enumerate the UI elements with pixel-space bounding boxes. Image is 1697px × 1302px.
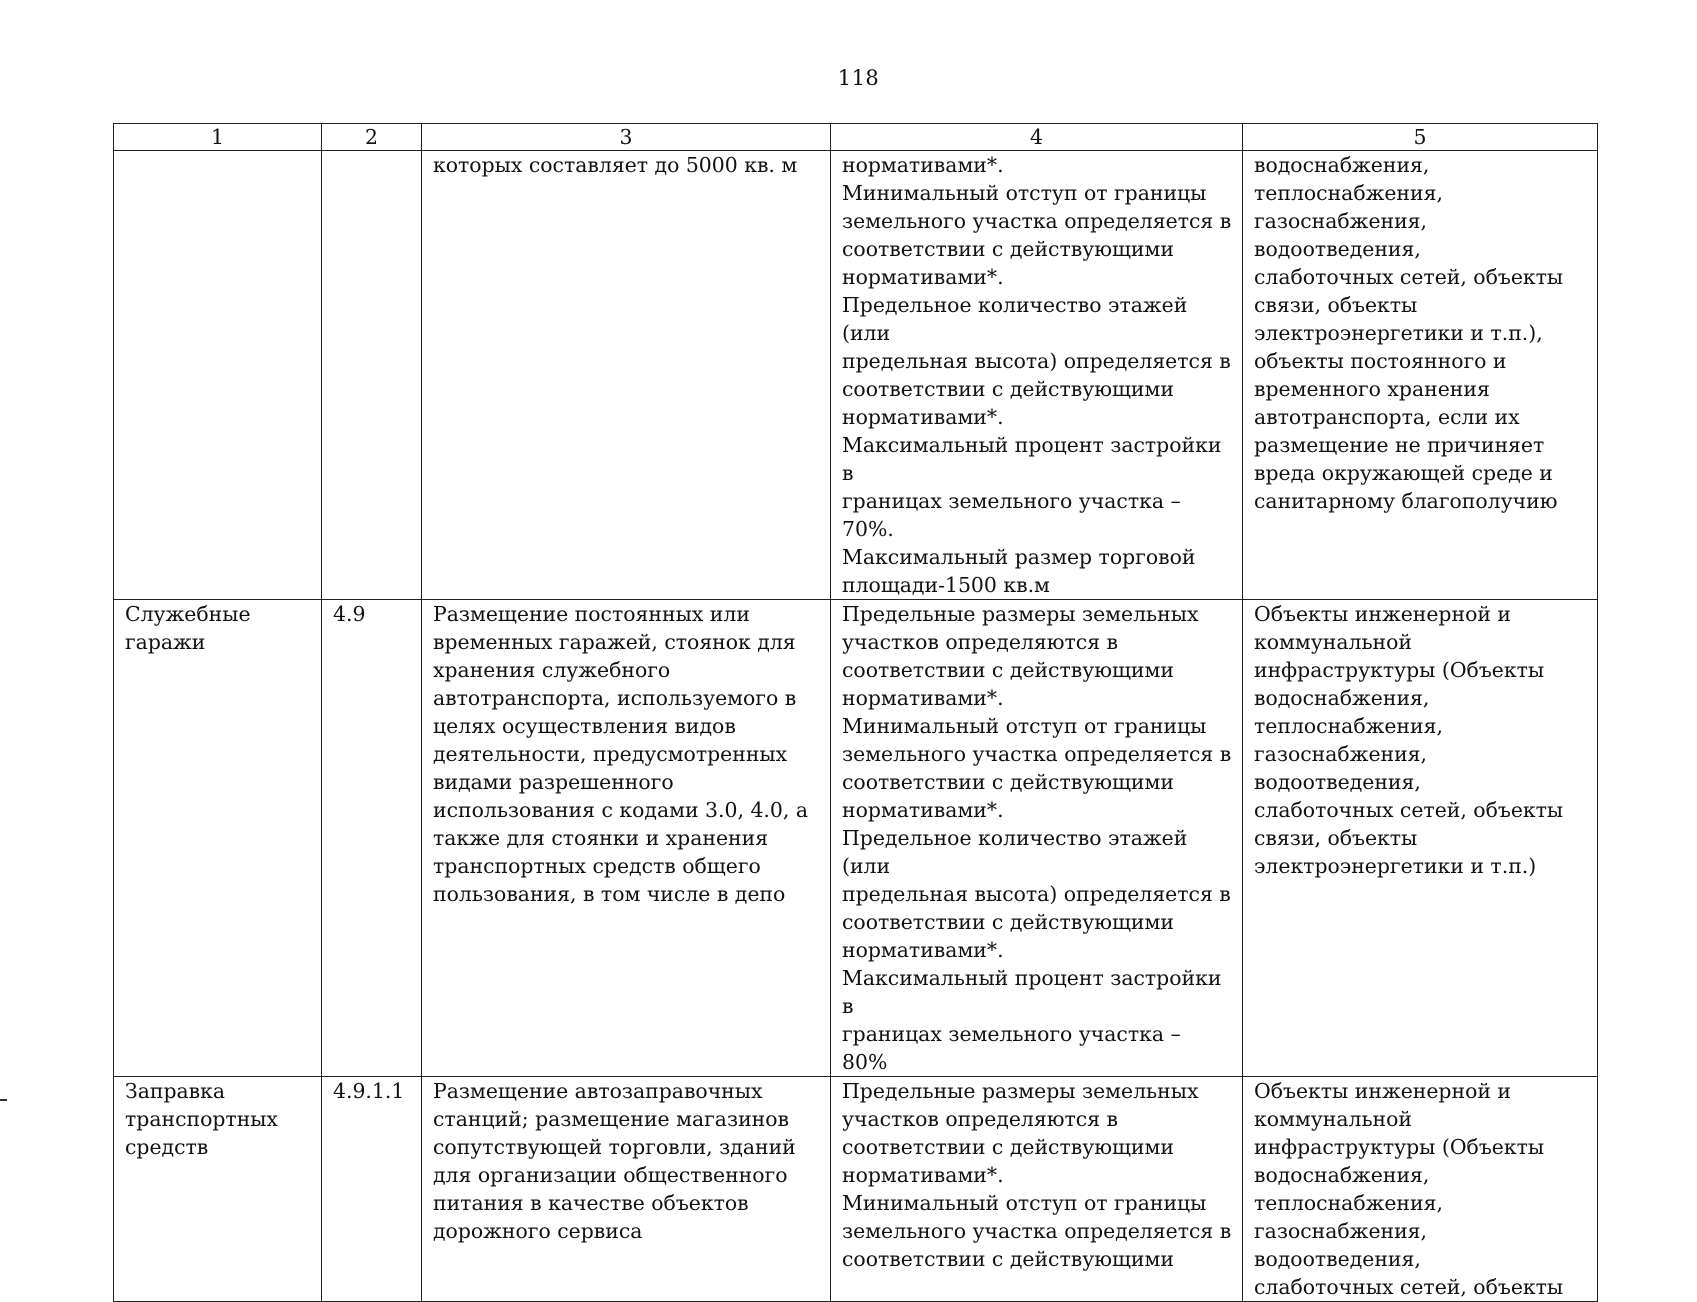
column-header-1: 1 [114,124,322,151]
table-row [114,600,1598,1077]
use-name-cell: Служебные гаражи [114,600,322,1077]
column-header-2: 2 [322,124,422,151]
margin-mark [0,1099,7,1101]
use-description-cell: Размещение постоянных или временных гаражей, стоянок для хранения служебного автотранспорта, используемого в целях осуществления видов деятельности, предусмотренных видами разрешенного использования с кодами 3.0, 4.0, а также для стоянки и хранения транспортных средств общего пользования, в том числе в депо [422,600,831,1077]
column-header-3: 3 [422,124,831,151]
use-code-cell [322,151,422,600]
infrastructure-cell: водоснабжения, теплоснабжения, газоснабжения, водоотведения, слаботочных сетей, объекты связи, объекты электроэнергетики и т.п.), объекты постоянного и временного хранения автотранспорта, если их размещение не причиняет вреда окружающей среде и санитарному благополучию [1243,151,1598,600]
use-name-cell [114,151,322,600]
use-code-cell: 4.9 [322,600,422,1077]
parameters-cell: Предельные размеры земельных участков определяются в соответствии с действующими нормативами*. Минимальный отступ от границы земельного участка определяется в соответствии с действующими [831,1077,1243,1302]
regulations-table [113,123,1598,1302]
header-row [114,124,1598,151]
use-name-cell: Заправка транспортных средств [114,1077,322,1302]
infrastructure-cell: Объекты инженерной и коммунальной инфраструктуры (Объекты водоснабжения, теплоснабжения, газоснабжения, водоотведения, слаботочных сетей, объекты связи, объекты электроэнергетики и т.п.) [1243,600,1598,1077]
table-row [114,1077,1598,1302]
use-description-cell: Размещение автозаправочных станций; размещение магазинов сопутствующей торговли, зданий для организации общественного питания в качестве объектов дорожного сервиса [422,1077,831,1302]
parameters-cell: Предельные размеры земельных участков определяются в соответствии с действующими нормативами*. Минимальный отступ от границы земельного участка определяется в соответствии с действующими нормативами*. Предельное количество этажей (или предельная высота) определяется в соответствии с действующими нормативами*. Максимальный процент застройки в границах земельного участка – 80% [831,600,1243,1077]
parameters-cell: нормативами*. Минимальный отступ от границы земельного участка определяется в соответствии с действующими нормативами*. Предельное количество этажей (или предельная высота) определяется в соответствии с действующими нормативами*. Максимальный процент застройки в границах земельного участка – 70%. Максимальный размер торговой площади-1500 кв.м [831,151,1243,600]
use-description-cell: которых составляет до 5000 кв. м [422,151,831,600]
column-header-5: 5 [1243,124,1598,151]
table-row [114,151,1598,600]
column-header-4: 4 [831,124,1243,151]
infrastructure-cell: Объекты инженерной и коммунальной инфраструктуры (Объекты водоснабжения, теплоснабжения, газоснабжения, водоотведения, слаботочных сетей, объекты [1243,1077,1598,1302]
use-code-cell: 4.9.1.1 [322,1077,422,1302]
page-number: 118 [837,66,880,90]
